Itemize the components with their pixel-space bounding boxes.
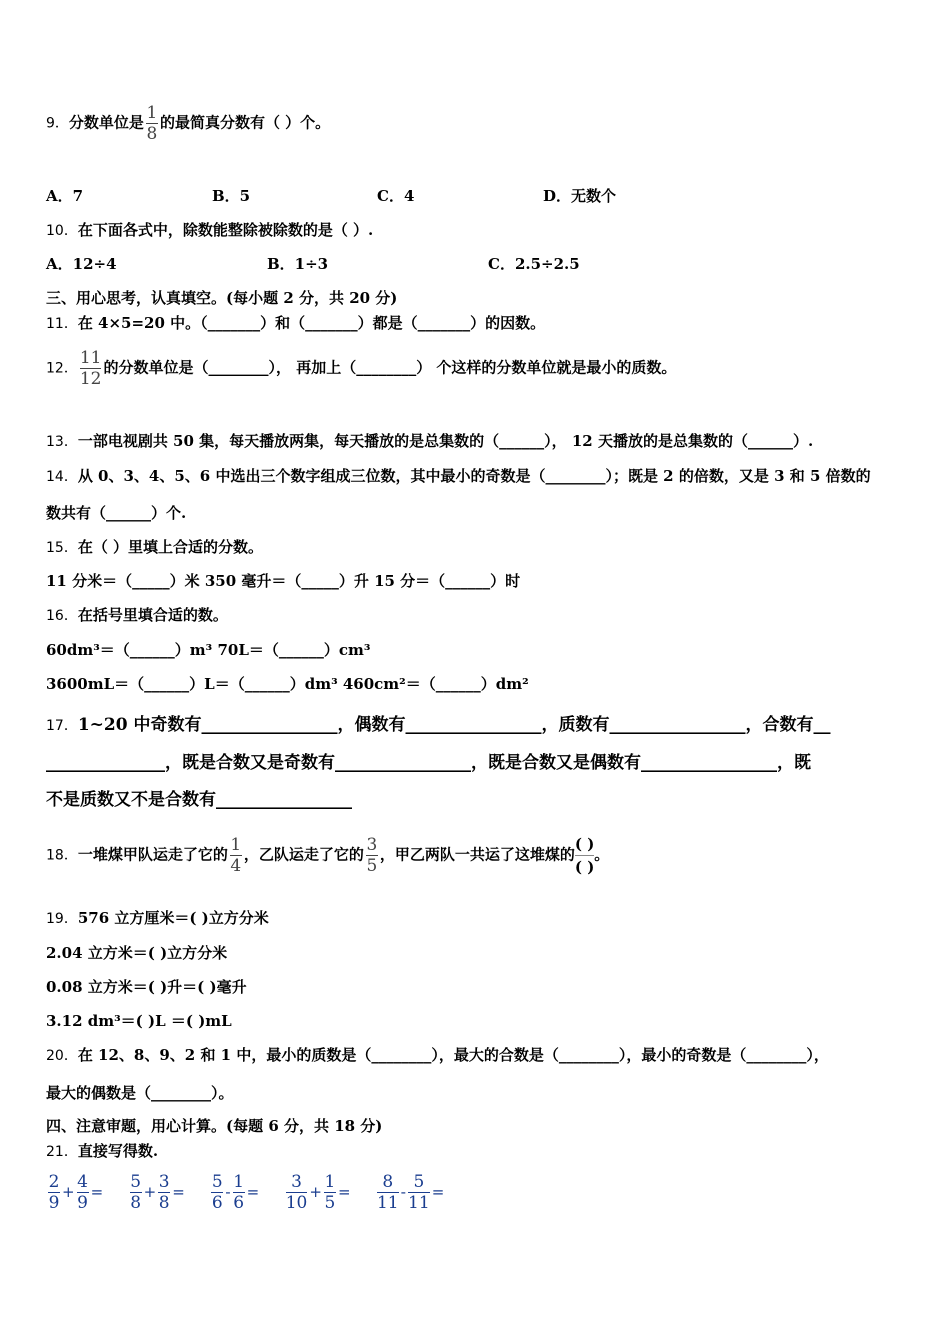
expr-1: $\frac{2}{9}$ + $\frac{4}{9}$ = [48,1172,104,1213]
q10-option-b[interactable]: B．1÷3 [267,255,329,273]
q9-option-b[interactable]: B．5 [212,187,251,205]
question-17: 17．1~20 中奇数有________________，偶数有________________，质数有________________，合数有__ [46,715,831,735]
expr-2: $\frac{5}{8}$ + $\frac{3}{8}$ = [130,1172,185,1213]
section-4-heading: 四、注意审题，用心计算。(每题 6 分，共 18 分) [46,1117,383,1135]
calc-expressions [46,1172,444,1213]
question-19-line-4: 3.12 dm³＝( )L ＝( )mL [46,1012,232,1030]
question-16-line-1: 60dm³＝（______）m³ 70L＝（______）cm³ [46,641,371,659]
question-9: 9．分数单位是 $\frac{1}{8}$ 的最简真分数有（ ）个。 [46,103,331,144]
expr-3: $\frac{5}{6}$ - $\frac{1}{6}$ = [211,1172,260,1213]
question-18: 18．一堆煤甲队运走了它的 $\frac{1}{4}$ ，乙队运走了它的 $\frac{3}{5}$ ，甲乙两队一共运了这堆煤的 ( ) ( ) 。 [46,835,610,876]
question-19-line-2: 2.04 立方米＝( )立方分米 [46,944,228,962]
question-17-line-2: ______________，既是合数又是奇数有________________，既是合数又是偶数有________________，既 [46,753,811,773]
question-20-line-2: 最大的偶数是（________）。 [46,1084,234,1102]
question-15-line: 11 分米＝（_____）米 350 毫升＝（_____）升 15 分＝（______）时 [46,572,521,590]
question-21: 21．直接写得数. [46,1142,159,1160]
section-3-heading: 三、用心思考，认真填空。(每小题 2 分，共 20 分) [46,289,398,307]
q10-option-a[interactable]: A．12÷4 [46,255,117,273]
question-20: 20．在 12、8、9、2 和 1 中，最小的质数是（________），最大的合数是（________），最小的奇数是（________）， [46,1046,829,1064]
question-10: 10．在下面各式中，除数能整除被除数的是（ ）. [46,221,374,239]
question-17-line-3: 不是质数又不是合数有________________ [46,790,352,810]
question-13: 13．一部电视剧共 50 集，每天播放两集，每天播放的是总集数的（______）， 12 天播放的是总集数的（______）. [46,432,814,450]
question-11: 11．在 4×5=20 中。（_______）和（_______）都是（_______）的因数。 [46,314,546,332]
fraction-three-fifths: $\frac{3}{5}$ [366,835,378,876]
fraction-one-eighth: $\frac{1}{8}$ [146,103,158,144]
q9-option-d[interactable]: D．无数个 [543,187,617,205]
expr-4: $\frac{3}{10}$ + $\frac{1}{5}$ = [285,1172,351,1213]
q9-option-a[interactable]: A．7 [46,187,84,205]
fraction-eleven-twelfths: $\frac{11}{12}$ [79,348,102,389]
q9-option-c[interactable]: C．4 [377,187,415,205]
question-16-line-2: 3600mL＝（______）L＝（______）dm³ 460cm²＝（______）dm² [46,675,529,693]
question-16: 16．在括号里填合适的数。 [46,606,228,624]
question-15: 15．在（ ）里填上合适的分数。 [46,538,264,556]
question-14-cont: 数共有（______）个. [46,504,187,522]
fraction-one-quarter: $\frac{1}{4}$ [230,835,242,876]
question-19: 19．576 立方厘米＝( )立方分米 [46,909,269,927]
answer-fraction-blank[interactable]: ( ) ( ) [574,835,595,876]
question-12: 12． $\frac{11}{12}$ 的分数单位是（________）， 再加上（________） 个这样的分数单位就是最小的质数。 [46,348,677,389]
question-19-line-3: 0.08 立方米＝( )升＝( )毫升 [46,978,247,996]
q10-option-c[interactable]: C．2.5÷2.5 [488,255,580,273]
question-14: 14．从 0、3、4、5、6 中选出三个数字组成三位数，其中最小的奇数是（________）；既是 2 的倍数，又是 3 和 5 倍数的 [46,467,871,485]
expr-5: $\frac{8}{11}$ - $\frac{5}{11}$ = [376,1172,445,1213]
